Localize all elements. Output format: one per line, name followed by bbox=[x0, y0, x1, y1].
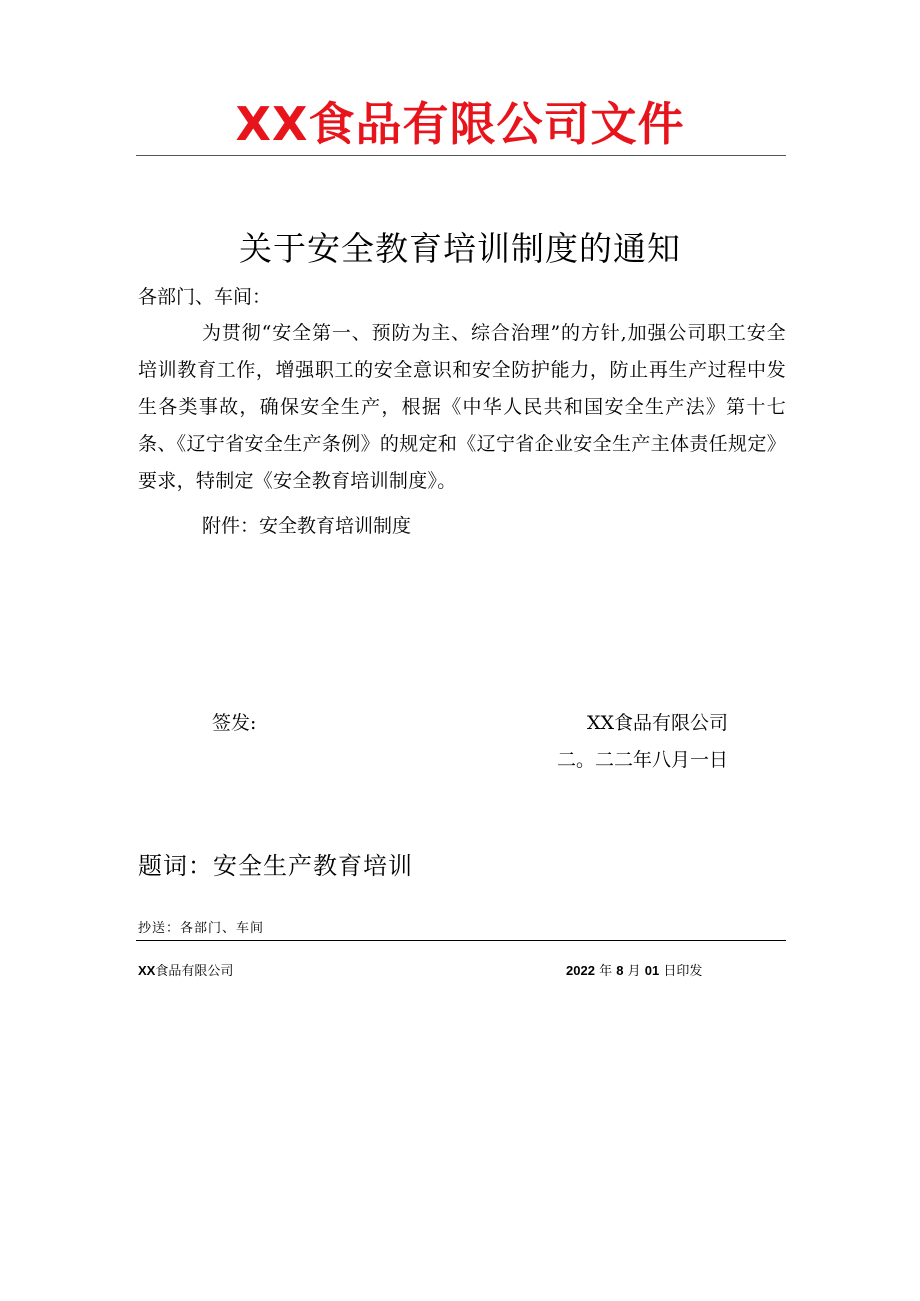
notice-title: 关于安全教育培训制度的通知 bbox=[239, 229, 681, 268]
footer-org-prefix: XX bbox=[138, 963, 156, 978]
attachment-line: 附件：安全教育培训制度 bbox=[202, 515, 412, 537]
keywords-line: 题词：安全生产教育培训 bbox=[138, 852, 413, 880]
footer-organization bbox=[138, 961, 233, 982]
footer-day-suffix: 日印发 bbox=[663, 964, 703, 979]
sign-label: 签发: bbox=[212, 712, 257, 734]
footer-month-unit: 月 bbox=[627, 964, 641, 979]
footer-print-date bbox=[566, 961, 702, 982]
footer-year: 2022 bbox=[566, 963, 595, 978]
footer-day: 01 bbox=[644, 963, 660, 978]
footer-org-suffix: 食品有限公司 bbox=[155, 964, 234, 979]
footer-month: 8 bbox=[616, 963, 624, 978]
issuer-name: XX食品有限公司 bbox=[586, 712, 728, 734]
header-divider bbox=[136, 155, 786, 156]
document-header-title: XX食品有限公司文件 bbox=[235, 97, 685, 151]
issue-date: 二。二二年八月一日 bbox=[556, 749, 728, 771]
cc-line: 抄送：各部门、车间 bbox=[138, 921, 265, 936]
footer-year-unit: 年 bbox=[599, 964, 613, 979]
footer-divider bbox=[136, 940, 786, 941]
notice-body-paragraph: 为贯彻“安全第一、预防为主、综合治理”的方针,加强公司职工安全培训教育工作，增强职工的安全意识和安全防护能力，防止再生产过程中发生各类事故，确保安全生产，根据《中华人民共和国安全生产法》第十七条、《辽宁省安全生产条例》的规定和《辽宁省企业安全生产主体责任规定》要求，特制定《安全教育培训制度》。 bbox=[138, 322, 786, 492]
salutation: 各部门、车间： bbox=[138, 286, 272, 308]
